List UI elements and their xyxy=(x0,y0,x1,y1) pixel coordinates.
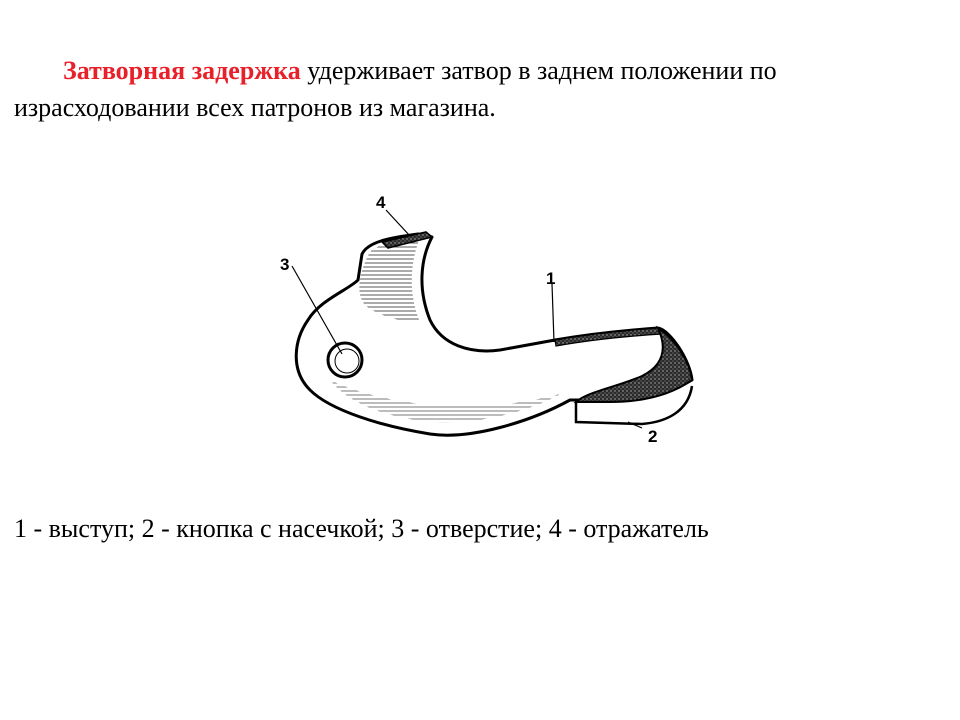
legend-text: 1 - выступ; 2 - кнопка с насечкой; 3 - отверстие; 4 - отражатель xyxy=(14,514,709,543)
intro-term: Затворная задержка xyxy=(63,56,301,85)
leader-line-4 xyxy=(386,210,410,236)
label-2: 2 xyxy=(648,427,658,446)
pivot-hole xyxy=(328,343,362,377)
leader-line-1 xyxy=(552,284,554,342)
bolt-stop-drawing xyxy=(270,190,710,450)
label-4: 4 xyxy=(376,193,386,212)
label-3: 3 xyxy=(280,255,290,274)
intro-text: удерживает затвор в заднем положении по израсходовании всех патронов из магазина. xyxy=(14,56,777,122)
label-1: 1 xyxy=(546,269,556,288)
bolt-stop-svg xyxy=(270,190,710,450)
intro-paragraph xyxy=(14,52,950,126)
